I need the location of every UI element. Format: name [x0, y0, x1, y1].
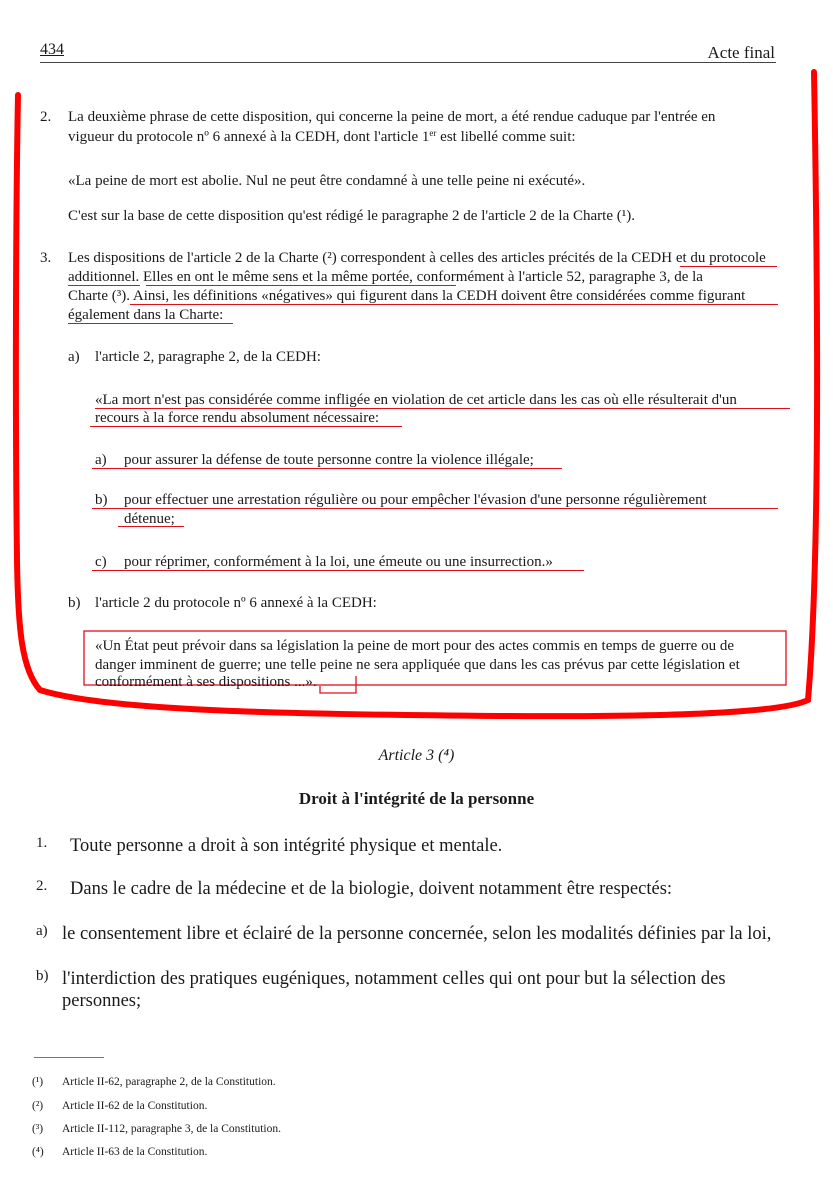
quote-protocol-6-article-1: «La peine de mort est abolie. Nul ne peut être condamné à une telle peine ni exécuté». [68, 173, 586, 189]
article-title: Droit à l'intégrité de la personne [298, 789, 535, 808]
red-underline [92, 508, 778, 509]
footnote-mark: (³) [32, 1123, 44, 1135]
article-para-number-2: 2. [36, 878, 48, 894]
sub-item-label-b: b) [95, 492, 108, 508]
red-underline [130, 304, 778, 305]
item-label-b: b) [68, 595, 81, 611]
footnote-text: Article II-62 de la Constitution. [62, 1100, 208, 1112]
para-3-line-4: également dans la Charte: [68, 307, 224, 323]
running-header: Acte final [707, 43, 775, 62]
article-heading: Article 3 (⁴) [378, 747, 455, 764]
quote-protocol-line-1: «Un État peut prévoir dans sa législation la peine de mort pour des actes commis en temps de guerre ou de [95, 638, 734, 654]
sub-item-label-c: c) [95, 554, 107, 570]
article-item-b-line-1: l'interdiction des pratiques eugéniques, notamment celles qui ont pour but la sélection des [62, 969, 726, 989]
sub-item-c-text: pour réprimer, conformément à la loi, une émeute ou une insurrection.» [124, 554, 553, 570]
footnote-mark: (²) [32, 1100, 44, 1112]
footnote-rule [34, 1057, 104, 1058]
red-underline [68, 323, 233, 324]
quote-cedh-line-2: recours à la force rendu absolument nécessaire: [95, 410, 380, 426]
footnote-mark: (¹) [32, 1076, 44, 1088]
footnote-mark: (⁴) [32, 1146, 44, 1158]
sub-item-b-line-1: pour effectuer une arrestation régulière ou pour empêcher l'évasion d'une personne régulièrement [124, 492, 707, 508]
quote-protocol-line-2: danger imminent de guerre; une telle peine ne sera appliquée que dans les cas prévus par cette législation et [95, 657, 740, 673]
red-underline [146, 285, 456, 286]
quote-protocol-line-3: conformément à ses dispositions ...». [95, 674, 317, 690]
para-3-line-1: Les dispositions de l'article 2 de la Charte (²) correspondent à celles des articles précités de la CEDH et du protocole [68, 250, 766, 266]
red-underline [68, 285, 140, 286]
article-para-2-text: Dans le cadre de la médecine et de la biologie, doivent notamment être respectés: [70, 879, 673, 899]
article-item-a-text: le consentement libre et éclairé de la personne concernée, selon les modalités définies par la loi, [62, 924, 772, 944]
article-para-number-1: 1. [36, 835, 48, 851]
sub-item-b-line-2: détenue; [124, 511, 175, 527]
footnote-text: Article II-62, paragraphe 2, de la Constitution. [62, 1076, 276, 1088]
article-item-label-a: a) [36, 923, 48, 939]
red-underline [95, 408, 790, 409]
header-rule [40, 62, 776, 63]
footnote-text: Article II-63 de la Constitution. [62, 1146, 208, 1158]
para-2-base-sentence: C'est sur la base de cette disposition qu'est rédigé le paragraphe 2 de l'article 2 de la Charte (¹). [68, 208, 635, 224]
red-underline [92, 570, 584, 571]
item-a-text: l'article 2, paragraphe 2, de la CEDH: [95, 349, 321, 365]
sub-item-a-text: pour assurer la défense de toute personne contre la violence illégale; [124, 452, 534, 468]
article-item-label-b: b) [36, 968, 49, 984]
footnote-text: Article II-112, paragraphe 3, de la Constitution. [62, 1123, 281, 1135]
para-2-line-2 [68, 128, 576, 147]
red-underline [118, 526, 184, 527]
article-item-b-line-2: personnes; [62, 991, 142, 1011]
para-2-line-2-start: vigueur du protocole nº 6 annexé à la CEDH, dont l'article 1 [68, 129, 430, 145]
item-b-text: l'article 2 du protocole nº 6 annexé à la CEDH: [95, 595, 377, 611]
para-3-line-2: additionnel. Elles en ont le même sens et la même portée, conformément à l'article 52, paragraphe 3, de la [68, 269, 703, 285]
para-2-line-2-end: est libellé comme suit: [436, 129, 576, 145]
sub-item-label-a: a) [95, 452, 107, 468]
para-3-line-3: Charte (³). Ainsi, les définitions «négatives» qui figurent dans la CEDH doivent être considérées comme figurant [68, 288, 746, 304]
article-para-1-text: Toute personne a droit à son intégrité physique et mentale. [70, 836, 503, 856]
red-underline [92, 468, 562, 469]
para-number-3: 3. [40, 250, 52, 266]
ordinal-superscript: er [429, 128, 437, 138]
page-number: 434 [40, 41, 64, 58]
para-number-2: 2. [40, 109, 52, 125]
item-label-a: a) [68, 349, 80, 365]
red-underline [90, 426, 402, 427]
para-2-line-1: La deuxième phrase de cette disposition, qui concerne la peine de mort, a été rendue caduque par l'entrée en [68, 109, 716, 125]
quote-cedh-line-1: «La mort n'est pas considérée comme infligée en violation de cet article dans les cas où elle résulterait d'un [95, 392, 737, 408]
red-underline [680, 266, 777, 267]
